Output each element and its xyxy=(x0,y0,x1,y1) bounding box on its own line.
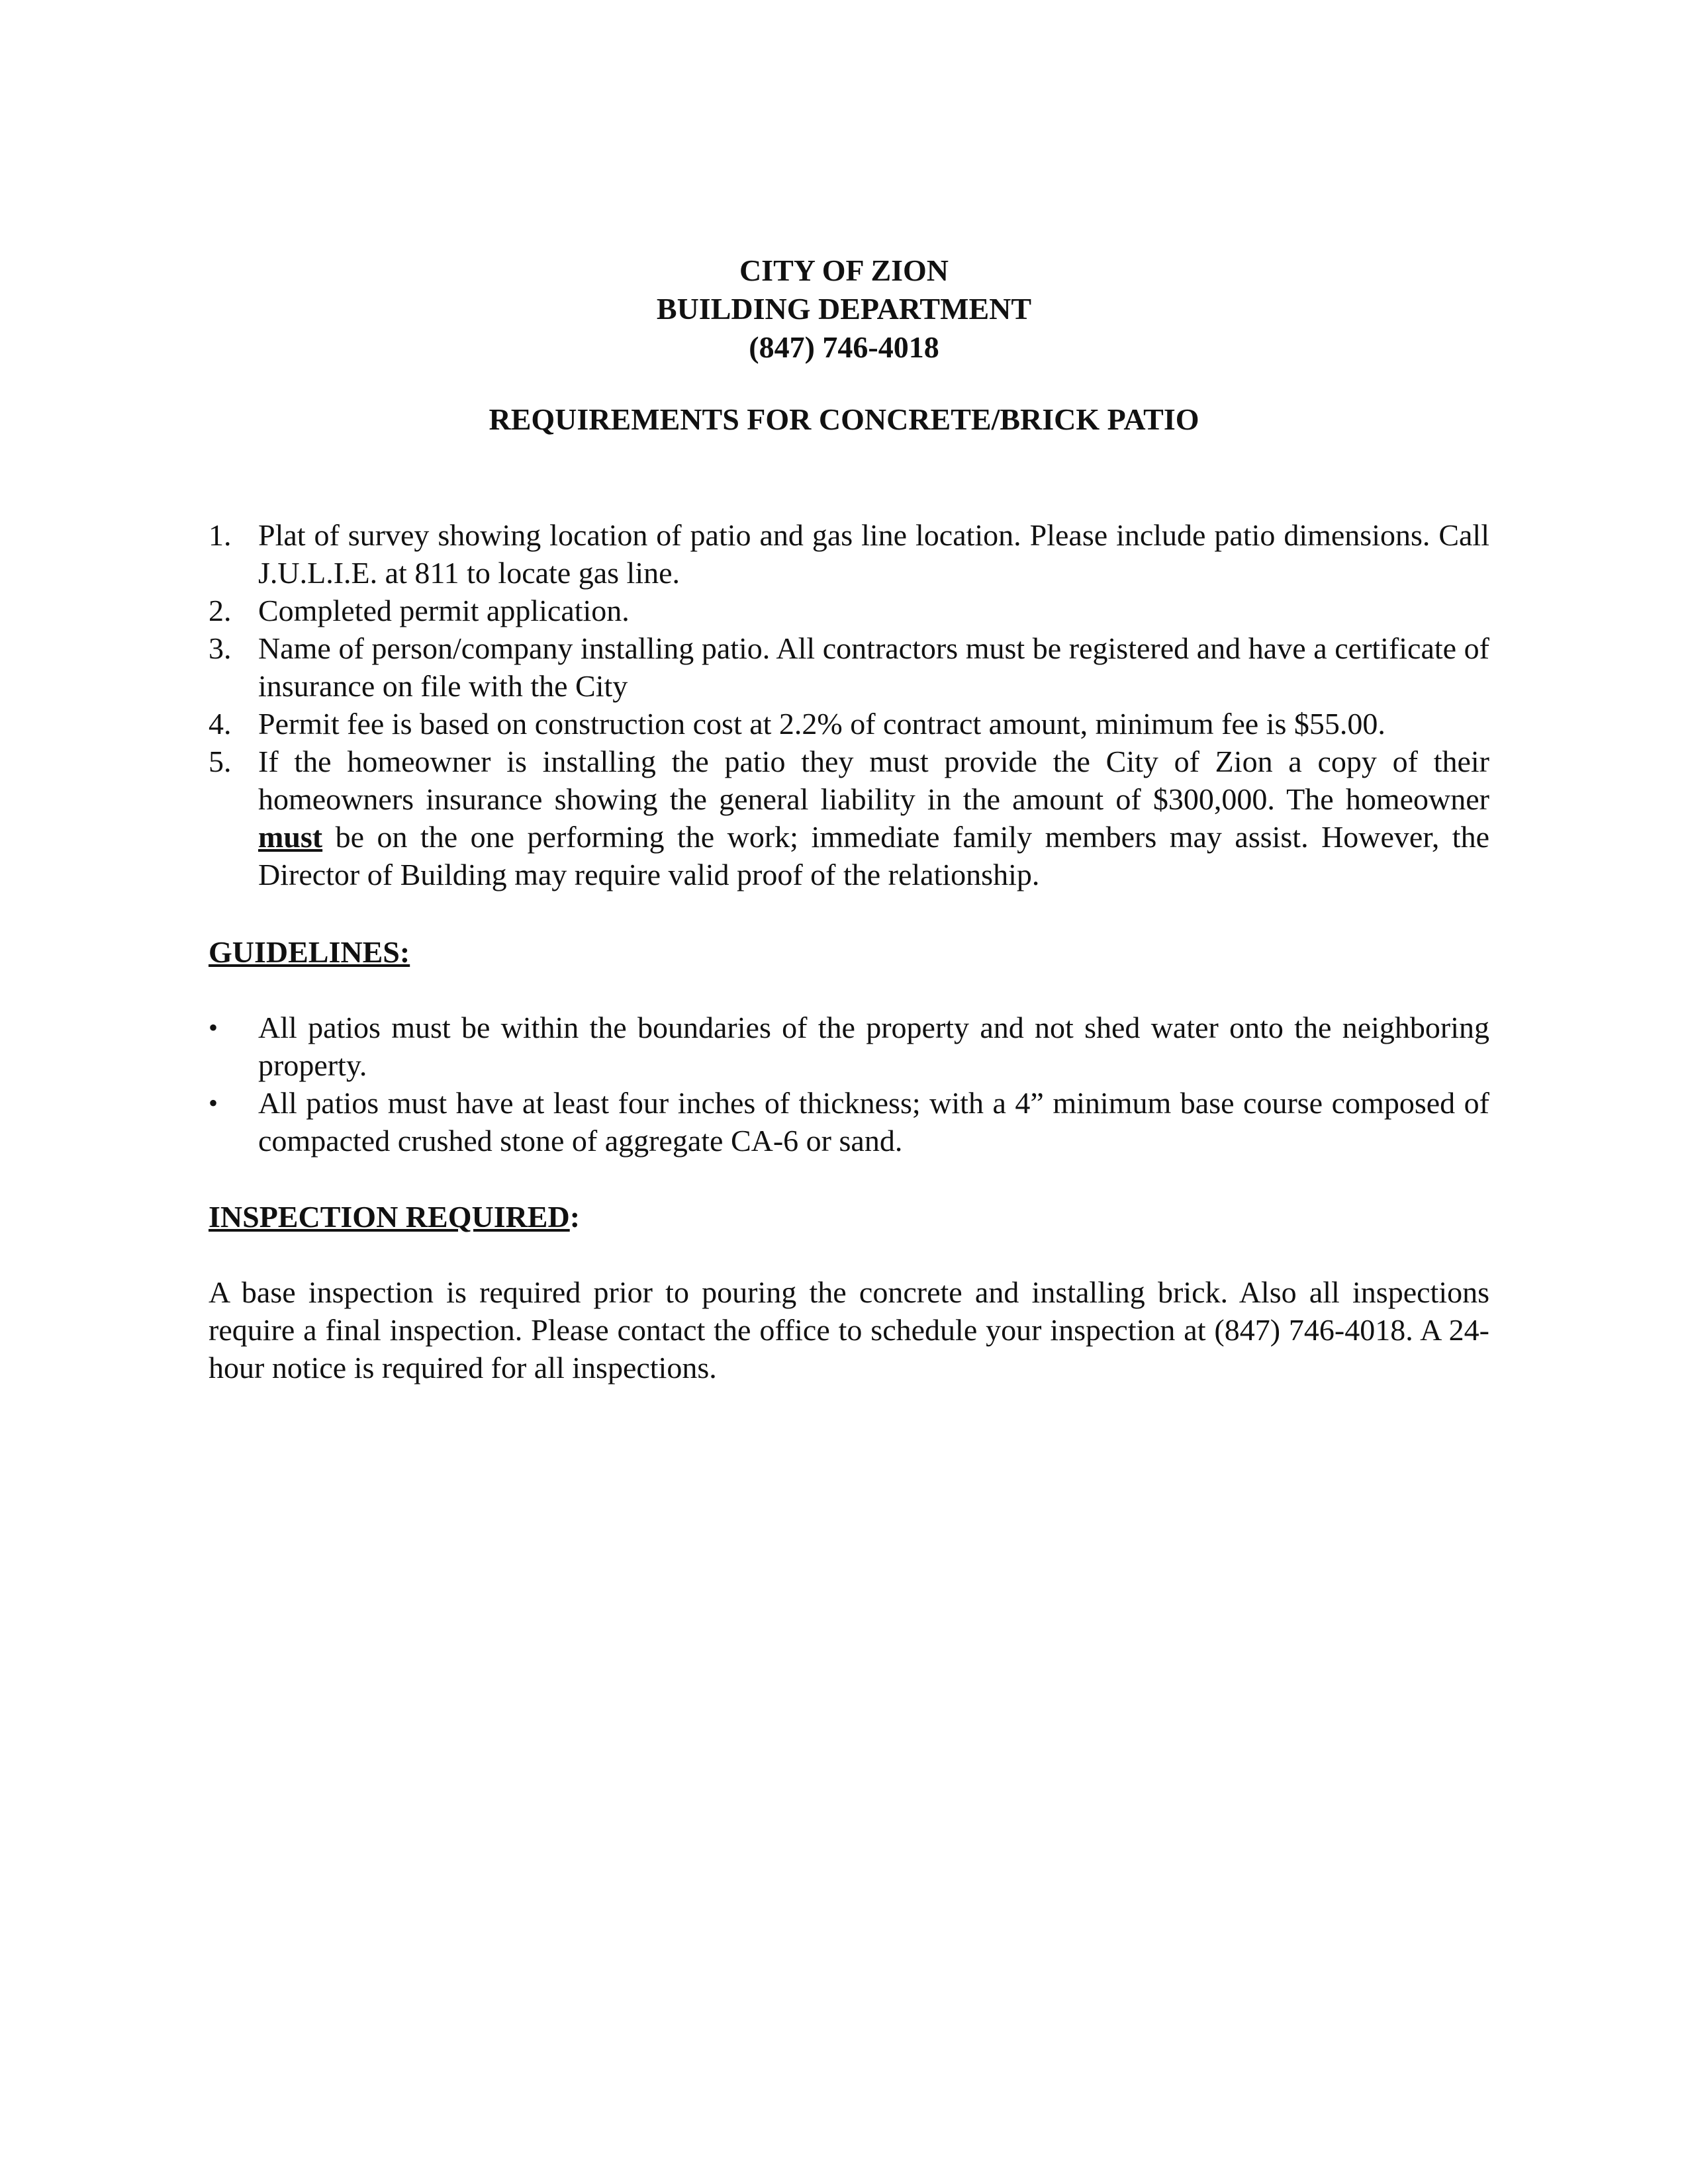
requirement-item xyxy=(209,516,1489,592)
requirement-number: 1. xyxy=(209,518,232,552)
requirement-item xyxy=(209,629,1489,705)
document-body xyxy=(209,516,1489,1387)
emphasized-word: must xyxy=(258,820,323,854)
document-title: REQUIREMENTS FOR CONCRETE/BRICK PATIO xyxy=(489,402,1199,436)
guidelines-list xyxy=(209,1009,1489,1160)
requirement-text: Plat of survey showing location of patio and gas line location. Please include patio dimensions. Call J.U.L.I.E. at 811 to locate gas line. xyxy=(258,518,1489,590)
bullet-icon: • xyxy=(209,1088,218,1118)
inspection-paragraph: A base inspection is required prior to pouring the concrete and installing brick. Also all inspections require a final inspection. Please contact the office to schedule your inspection at (847) 746-4018. A 24-hour notice is required for all inspections. xyxy=(209,1275,1489,1385)
requirement-item xyxy=(209,705,1489,743)
requirements-list xyxy=(209,516,1489,893)
requirement-item xyxy=(209,592,1489,629)
guideline-text: All patios must have at least four inches of thickness; with a 4” minimum base course composed of compacted crushed stone of aggregate CA-6 or sand. xyxy=(258,1086,1489,1158)
guidelines-heading xyxy=(209,933,1489,971)
requirement-text: Permit fee is based on construction cost at 2.2% of contract amount, minimum fee is $55.00. xyxy=(258,707,1385,741)
requirement-number: 5. xyxy=(209,745,232,778)
letterhead xyxy=(0,251,1688,367)
requirement-text-part: be on the one performing the work; immediate family members may assist. However, the Director of Building may require valid proof of the relationship. xyxy=(258,820,1489,891)
guideline-item xyxy=(209,1009,1489,1084)
requirement-number: 2. xyxy=(209,594,232,627)
requirement-text: Name of person/company installing patio. All contractors must be registered and have a certificate of insurance on file with the City xyxy=(258,631,1489,703)
city-name: CITY OF ZION xyxy=(739,253,949,287)
inspection-heading-colon: : xyxy=(569,1200,581,1234)
requirement-text-part: If the homeowner is installing the patio they must provide the City of Zion a copy of their homeowners insurance showing the general liability in the amount of $300,000. The homeowner xyxy=(258,745,1489,816)
requirement-text xyxy=(258,743,1489,893)
guideline-text: All patios must be within the boundaries of the property and not shed water onto the neighboring property. xyxy=(258,1011,1489,1082)
department-name: BUILDING DEPARTMENT xyxy=(656,292,1032,326)
requirement-number: 3. xyxy=(209,631,232,665)
inspection-heading xyxy=(209,1198,1489,1236)
requirement-item xyxy=(209,743,1489,893)
guideline-item xyxy=(209,1084,1489,1160)
inspection-heading-text: INSPECTION REQUIRED xyxy=(209,1200,570,1234)
requirement-text: Completed permit application. xyxy=(258,594,630,627)
requirement-number: 4. xyxy=(209,707,232,741)
bullet-icon: • xyxy=(209,1013,218,1042)
department-phone: (847) 746-4018 xyxy=(749,330,939,364)
guidelines-heading-text: GUIDELINES: xyxy=(209,935,410,969)
